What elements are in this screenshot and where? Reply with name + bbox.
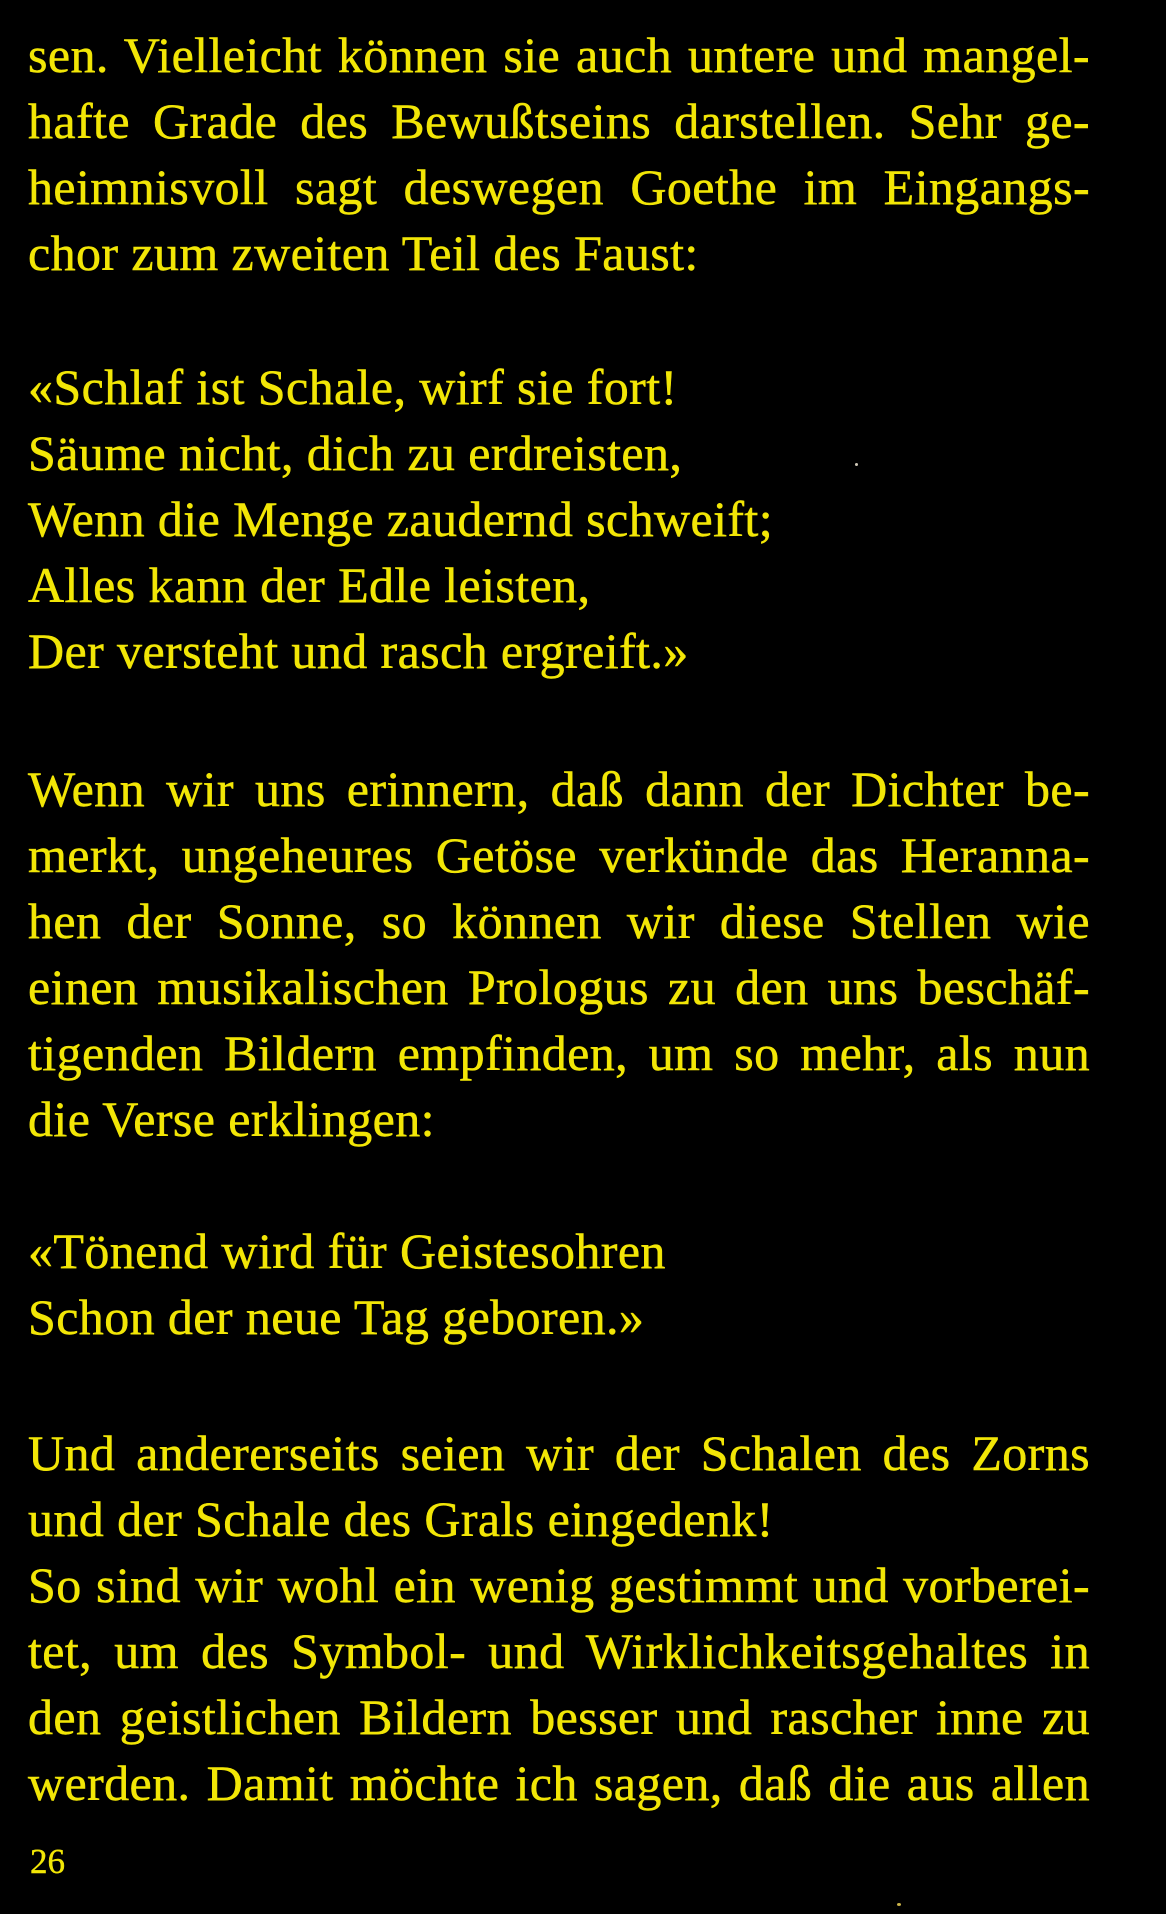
text-line: Wenn wir uns erinnern, daß dann der Dichter be- — [28, 761, 1090, 817]
text-line: werden. Damit möchte ich sagen, daß die aus allen — [28, 1755, 1090, 1811]
text-line: tet, um des Symbol- und Wirklichkeitsgehaltes in — [28, 1623, 1090, 1679]
paragraph-2 — [28, 756, 1090, 1152]
text-line: So sind wir wohl ein wenig gestimmt und vorberei- — [28, 1557, 1090, 1613]
scan-speck — [855, 463, 858, 466]
text-line: den geistlichen Bildern besser und rascher inne zu — [28, 1689, 1090, 1745]
text-line: sen. Vielleicht können sie auch untere und mangel- — [28, 27, 1090, 83]
text-column — [28, 22, 1090, 1816]
verse-line: Schon der neue Tag geboren.» — [28, 1289, 645, 1345]
text-line: und der Schale des Grals eingedenk! — [28, 1491, 774, 1547]
text-line: hen der Sonne, so können wir diese Stellen wie — [28, 893, 1090, 949]
verse-quote-1 — [28, 354, 1090, 684]
verse-line: «Schlaf ist Schale, wirf sie fort! — [28, 359, 678, 415]
text-line: die Verse erklingen: — [28, 1091, 435, 1147]
text-line: Und andererseits seien wir der Schalen des Zorns — [28, 1425, 1090, 1481]
text-line: tigenden Bildern empfinden, um so mehr, als nun — [28, 1025, 1090, 1081]
scan-speck — [897, 1903, 901, 1906]
verse-quote-2 — [28, 1218, 1090, 1350]
verse-line: Säume nicht, dich zu erdreisten, — [28, 425, 683, 481]
paragraph-3 — [28, 1420, 1090, 1816]
text-line: einen musikalischen Prologus zu den uns beschäf- — [28, 959, 1090, 1015]
text-line: heimnisvoll sagt deswegen Goethe im Eingangs- — [28, 159, 1090, 215]
text-line: hafte Grade des Bewußtseins darstellen. Sehr ge- — [28, 93, 1090, 149]
verse-line: Der versteht und rasch ergreift.» — [28, 623, 689, 679]
verse-line: «Tönend wird für Geistesohren — [28, 1223, 666, 1279]
page-number: 26 — [30, 1842, 65, 1881]
verse-line: Alles kann der Edle leisten, — [28, 557, 591, 613]
verse-line: Wenn die Menge zaudernd schweift; — [28, 491, 774, 547]
paragraph-1 — [28, 22, 1090, 286]
text-line: chor zum zweiten Teil des Faust: — [28, 225, 699, 281]
text-line: merkt, ungeheures Getöse verkünde das Heranna- — [28, 827, 1090, 883]
